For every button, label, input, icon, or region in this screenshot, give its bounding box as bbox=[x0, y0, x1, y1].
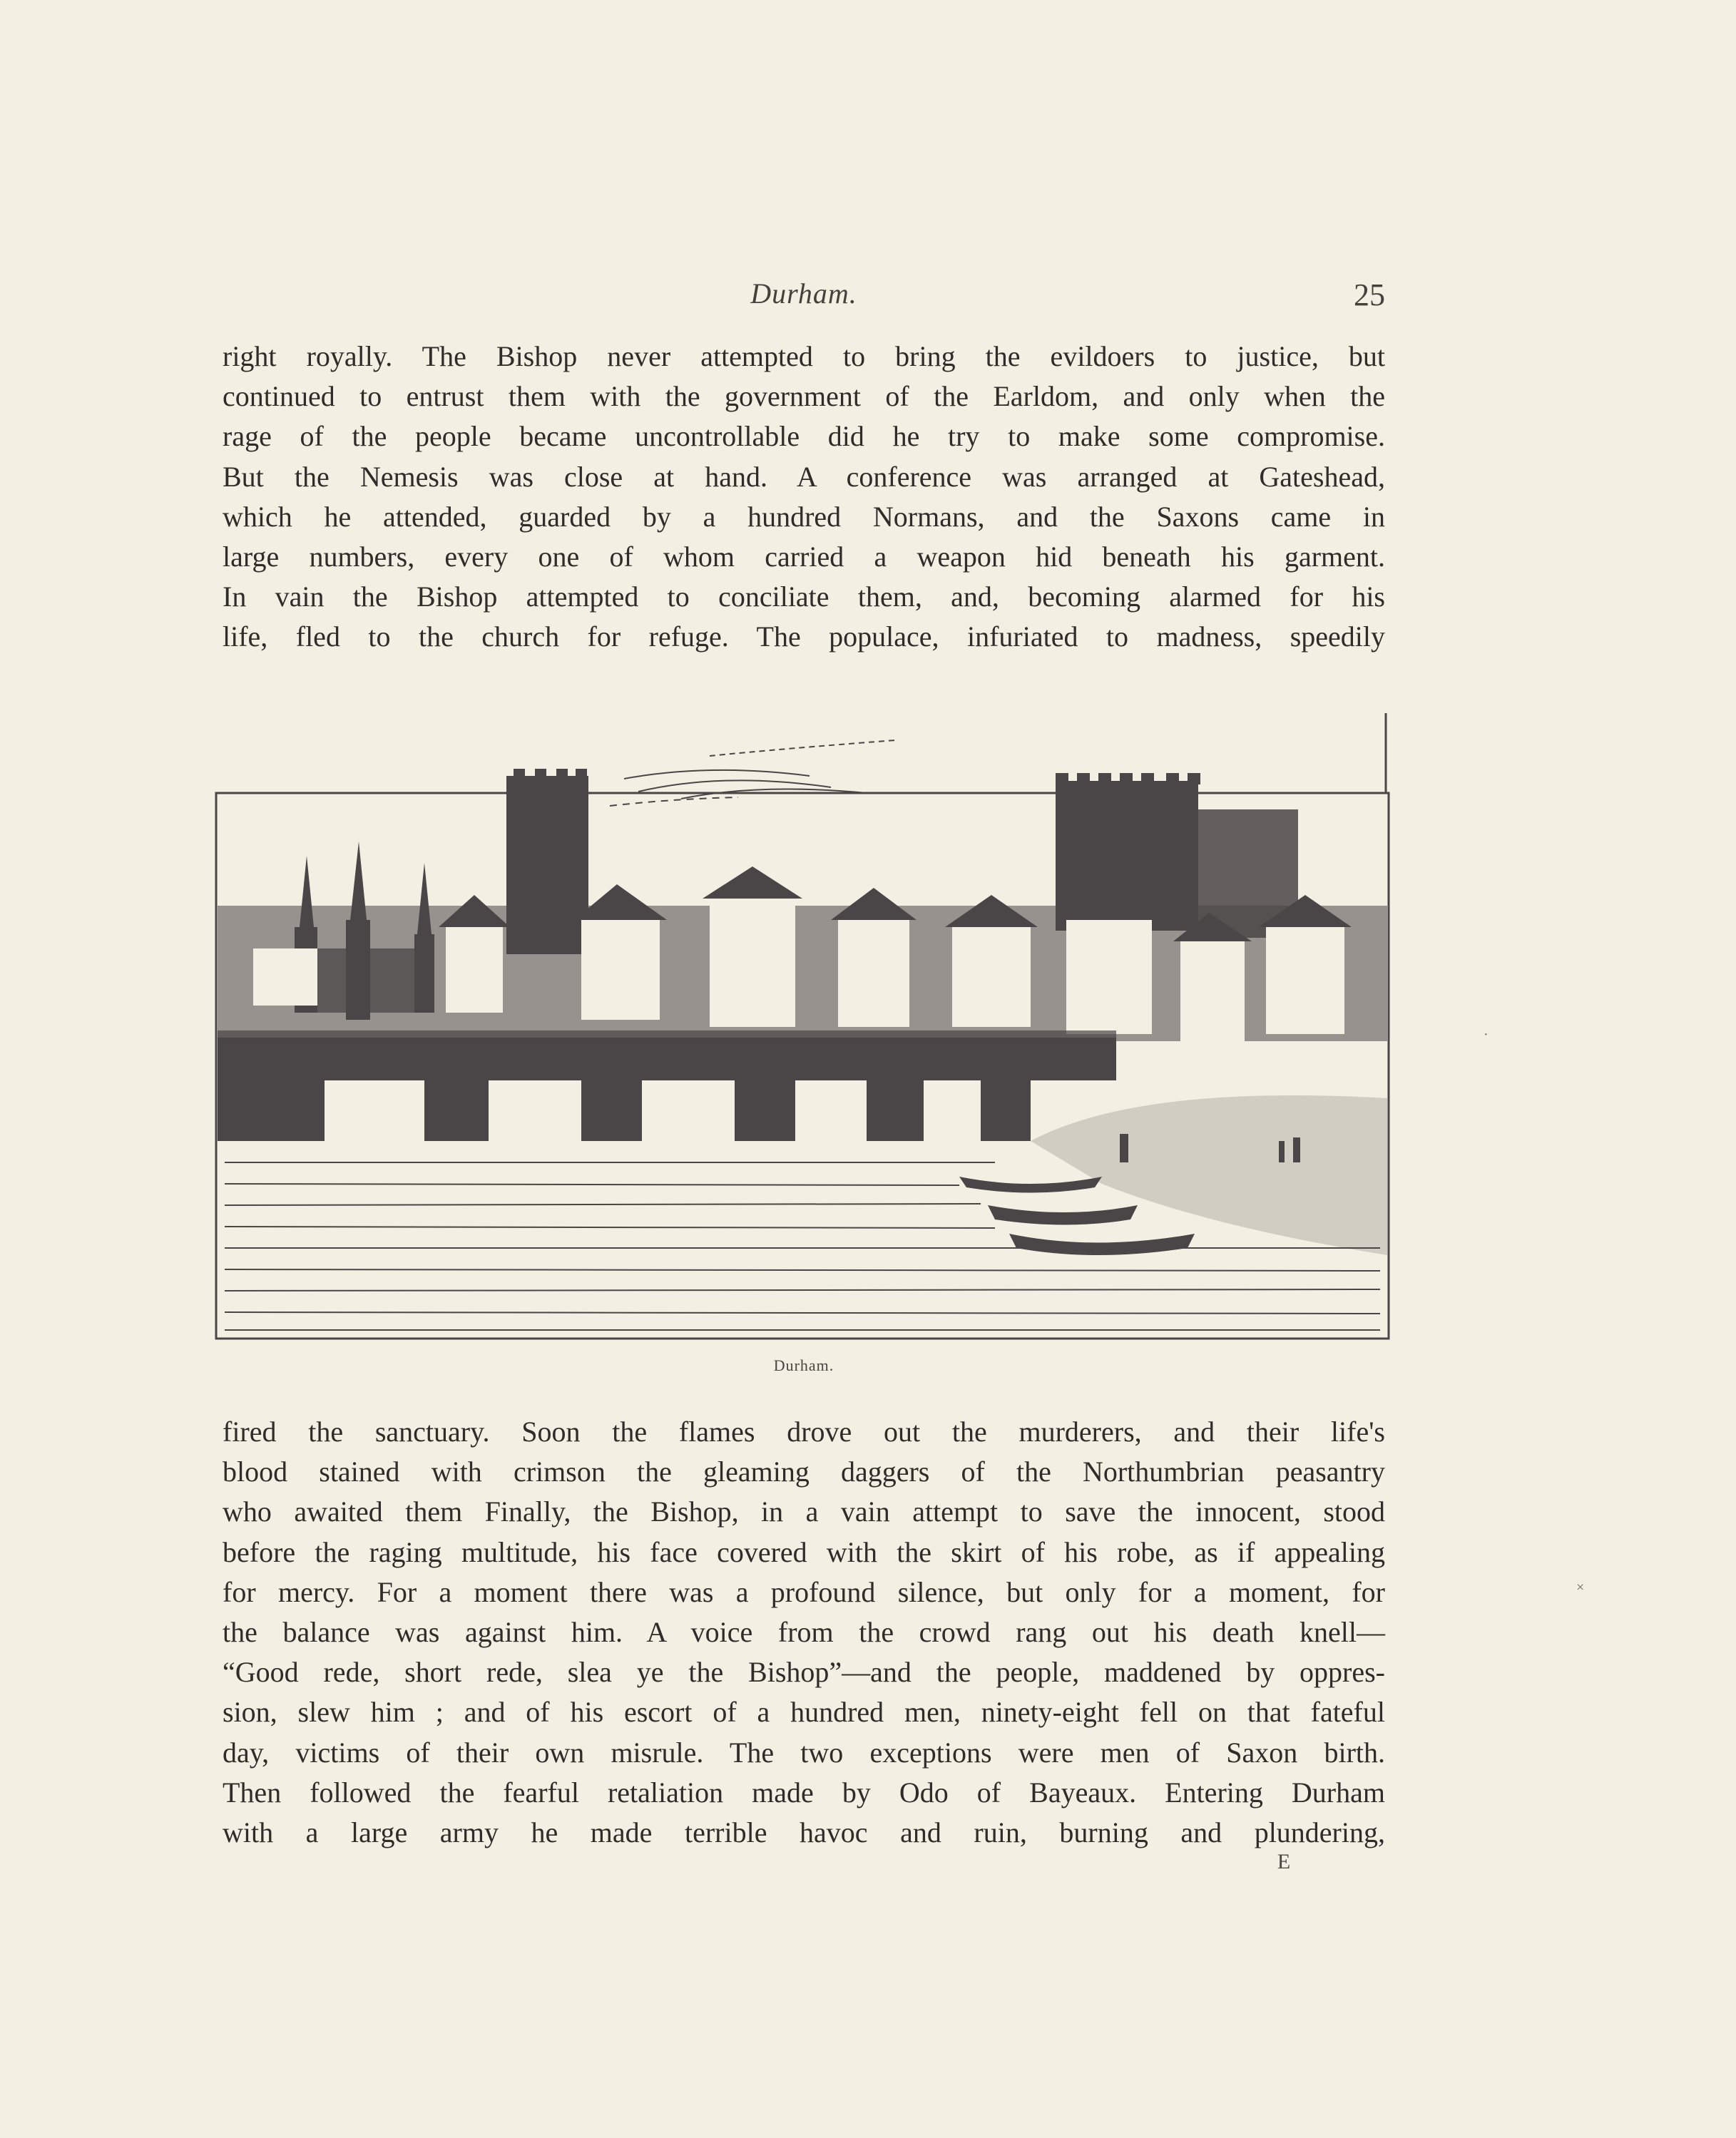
paragraph-bottom bbox=[223, 1412, 1385, 1853]
engraving-durham bbox=[210, 713, 1391, 1344]
bridge bbox=[218, 1030, 1116, 1141]
running-head bbox=[223, 277, 1385, 319]
text-line: before the raging multitude, his face covered with the skirt of his robe, as if appealing bbox=[223, 1535, 1385, 1568]
running-head-title: Durham. bbox=[750, 277, 857, 310]
text-line: “Good rede, short rede, slea ye the Bishop”—and the people, maddened by oppres- bbox=[223, 1656, 1385, 1689]
text-line: for mercy. For a moment there was a profound silence, but only for a moment, for bbox=[223, 1575, 1385, 1608]
text-line: who awaited them Finally, the Bishop, in a vain attempt to save the innocent, stood bbox=[223, 1495, 1385, 1528]
page-speck: · bbox=[1484, 1027, 1489, 1043]
text-line: which he attended, guarded by a hundred Normans, and the Saxons came in bbox=[223, 500, 1385, 533]
engraving-illustration bbox=[210, 713, 1391, 1344]
text-line: life, fled to the church for refuge. The populace, infuriated to madness, speedily bbox=[223, 620, 1385, 653]
page-speck: × bbox=[1576, 1580, 1585, 1595]
text-line: with a large army he made terrible havoc and ruin, burning and plundering, bbox=[223, 1816, 1385, 1849]
sky-clouds bbox=[610, 740, 895, 806]
river-bank bbox=[1031, 1095, 1387, 1255]
signature-mark: E bbox=[1277, 1850, 1291, 1873]
paragraph-top bbox=[223, 337, 1385, 658]
page-number: 25 bbox=[1354, 277, 1385, 312]
text-line: the balance was against him. A voice from the crowd rang out his death knell— bbox=[223, 1616, 1385, 1649]
text-line: blood stained with crimson the gleaming daggers of the Northumbrian peasantry bbox=[223, 1456, 1385, 1488]
text-line: rage of the people became uncontrollable did he try to make some compromise. bbox=[223, 420, 1385, 453]
text-line: sion, slew him ; and of his escort of a hundred men, ninety-eight fell on that fateful bbox=[223, 1696, 1385, 1729]
text-line: Then followed the fearful retaliation made by Odo of Bayeaux. Entering Durham bbox=[223, 1776, 1385, 1809]
text-line: right royally. The Bishop never attempted to bring the evildoers to justice, but bbox=[223, 340, 1385, 372]
text-line: But the Nemesis was close at hand. A conference was arranged at Gateshead, bbox=[223, 460, 1385, 493]
text-line: large numbers, every one of whom carried a weapon hid beneath his garment. bbox=[223, 541, 1385, 573]
text-line: continued to entrust them with the government of the Earldom, and only when the bbox=[223, 380, 1385, 413]
figure-caption: Durham. bbox=[773, 1356, 834, 1374]
text-line: fired the sanctuary. Soon the flames drove out the murderers, and their life's bbox=[223, 1416, 1385, 1448]
text-line: In vain the Bishop attempted to conciliate them, and, becoming alarmed for his bbox=[223, 580, 1385, 613]
text-line: day, victims of their own misrule. The two exceptions were men of Saxon birth. bbox=[223, 1736, 1385, 1769]
